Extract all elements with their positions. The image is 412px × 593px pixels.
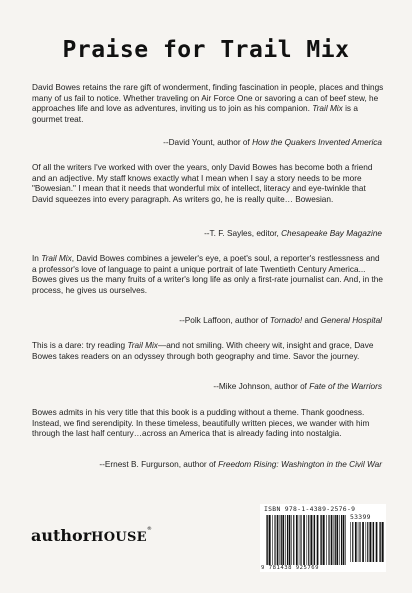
barcode-bar bbox=[291, 515, 292, 565]
barcode-bar bbox=[382, 522, 384, 562]
barcode-bar bbox=[287, 515, 288, 565]
barcode-bar bbox=[296, 515, 298, 565]
barcode-bar bbox=[335, 515, 336, 565]
barcode-bar bbox=[341, 515, 342, 565]
barcode-bar bbox=[373, 522, 374, 562]
barcode-bar bbox=[277, 515, 279, 565]
barcode-bar bbox=[317, 515, 319, 565]
barcode-bar bbox=[321, 515, 322, 565]
barcode-bar bbox=[274, 515, 275, 565]
barcode-bar bbox=[289, 515, 291, 565]
barcode-bar bbox=[362, 522, 364, 562]
barcode-bar bbox=[352, 522, 353, 562]
review-attribution-5: --Ernest B. Furgurson, author of Freedom Rising: Washington in the Civil War bbox=[99, 460, 382, 469]
isbn-text: ISBN 978-1-4389-2576-9 bbox=[264, 505, 356, 513]
review-attribution-1: --David Yount, author of How the Quakers Invented America bbox=[163, 138, 382, 147]
barcode-bar bbox=[328, 515, 329, 565]
review-text-2: Of all the writers I've worked with over the years, only David Bowes has become both a friend and an adjective. My staff knows exactly what I mean when I say a story needs to be more "Bowesian." I mean that it needs that wonderful mix of intellect, literacy and eye-twinkle that David squeezes into every paragraph. As writers go, he is really quite… Bowesian. bbox=[32, 163, 373, 204]
review-attribution-3: --Polk Laffoon, author of Tornado! and General Hospital bbox=[179, 316, 382, 325]
barcode-bar bbox=[372, 522, 373, 562]
barcode-bar bbox=[339, 515, 340, 565]
barcode-bar bbox=[293, 515, 294, 565]
barcode-bar bbox=[326, 515, 327, 565]
barcode-bar bbox=[299, 515, 300, 565]
review-text-4: This is a dare: try reading Trail Mix—and not smiling. With cheery wit, insight and grace, Dave Bowes takes readers on an odyssey through both geography and time. Savor the journey. bbox=[32, 341, 374, 361]
barcode-bar bbox=[355, 522, 357, 562]
publisher-logo: authorHOUSE® bbox=[31, 526, 152, 545]
review-attribution-2: --T. F. Sayles, editor, Chesapeake Bay Magazine bbox=[204, 229, 382, 238]
barcode-bar bbox=[379, 522, 380, 562]
barcode-bar bbox=[320, 515, 321, 565]
barcode-bar bbox=[366, 522, 367, 562]
barcode-bar bbox=[358, 522, 359, 562]
barcode-bar bbox=[282, 515, 284, 565]
barcode-bar bbox=[367, 522, 368, 562]
barcode-bar bbox=[323, 515, 325, 565]
barcode-bar bbox=[300, 515, 301, 565]
barcode-bar bbox=[269, 515, 271, 565]
barcode-bar bbox=[343, 515, 345, 565]
barcode-bar bbox=[376, 522, 378, 562]
barcode-bar bbox=[314, 515, 315, 565]
barcode-bar bbox=[272, 515, 273, 565]
barcode-bar bbox=[359, 522, 360, 562]
review-text-3: In Trail Mix, David Bowes combines a jeweler's eye, a poet's soul, a reporter's restlessness and a professor's love of language to paint a unique portrait of late Twentieth Century America... Bowes gives us the many fruits of a writer's long life as only a first-rate journalist can. And, in the process, he gives us ourselves. bbox=[32, 254, 383, 295]
barcode-bar bbox=[350, 522, 351, 562]
review-text-5: Bowes admits in his very title that this book is a pudding without a theme. Thank goodness. Instead, we find serendipity. In these timeless, beautifully written pieces, we wander with him through the last half century…across an America that is already fading into nostalgia. bbox=[32, 408, 370, 438]
barcode-bar bbox=[285, 515, 286, 565]
price-code: 53399 bbox=[350, 513, 371, 521]
barcode-bar bbox=[308, 515, 309, 565]
barcode-bar bbox=[281, 515, 282, 565]
barcode-bar bbox=[369, 522, 371, 562]
barcode-bar bbox=[313, 515, 314, 565]
barcode-bar bbox=[303, 515, 305, 565]
barcode-bar bbox=[266, 515, 267, 565]
barcode-bar bbox=[380, 522, 381, 562]
ean-digits: 9 781438 925769 bbox=[261, 565, 320, 571]
barcode-bar bbox=[345, 515, 346, 565]
barcode-bar bbox=[307, 515, 308, 565]
barcode-bar bbox=[267, 515, 268, 565]
barcode-bar bbox=[336, 515, 338, 565]
barcode-bar bbox=[310, 515, 312, 565]
review-text-1: David Bowes retains the rare gift of wonderment, finding fascination in people, places and things many of us fail to notice. Whether traveling on Air Force One or savoring a can of beef stew, he approaches life and love as adventures, inviting us to join as his companion. Trail Mix is a gourmet treat. bbox=[32, 83, 384, 124]
page-title: Praise for Trail Mix bbox=[62, 37, 350, 63]
barcode-bar bbox=[280, 515, 281, 565]
review-attribution-4: --Mike Johnson, author of Fate of the Warriors bbox=[213, 382, 382, 391]
barcode-bar bbox=[331, 515, 333, 565]
barcode-bar bbox=[334, 515, 335, 565]
